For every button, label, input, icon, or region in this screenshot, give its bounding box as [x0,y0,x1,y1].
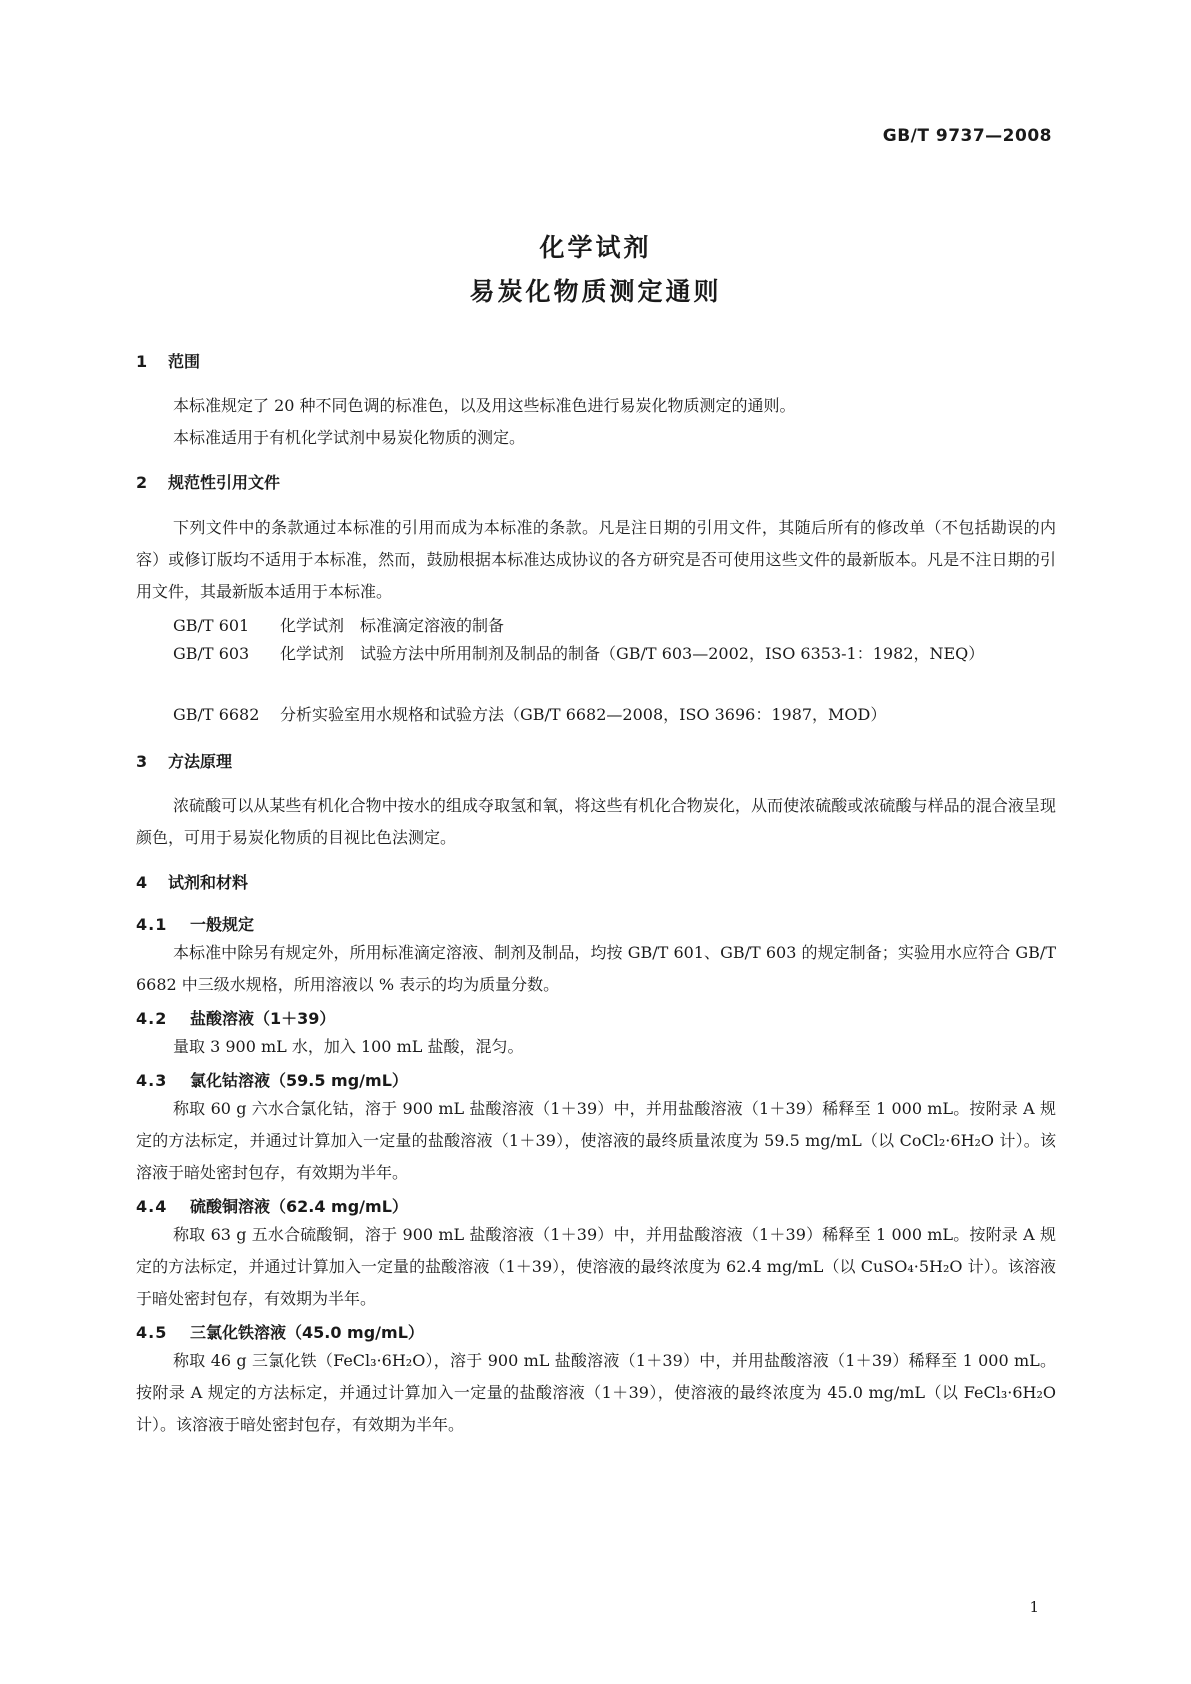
subsection-number: 4.2 [136,1009,168,1028]
section-title: 方法原理 [168,752,233,771]
section-2-para-1: 下列文件中的条款通过本标准的引用而成为本标准的条款。凡是注日期的引用文件，其随后所有的修改单（不包括勘误的内容）或修订版均不适用于本标准，然而，鼓励根据本标准达成协议的各方研究是否可使用这些文件的最新版本。凡是不注日期的引用文件，其最新版本适用于本标准。 [136,518,1056,601]
subsection-4-3-para: 称取 60 g 六水合氯化钴，溶于 900 mL 盐酸溶液（1＋39）中，并用盐酸溶液（1＋39）稀释至 1 000 mL。按附录 A 规定的方法标定，并通过计算加入一定量的盐酸溶液（1＋39），使溶液的最终质量浓度为 59.5 mg/mL（以 CoCl₂·6H₂O 计）。该溶液于暗处密封包存，有效期为半年。 [136,1099,1056,1182]
reference-code: GB/T 6682 [173,705,260,724]
section-3-para-1: 浓硫酸可以从某些有机化合物中按水的组成夺取氢和氧，将这些有机化合物炭化，从而使浓硫酸或浓硫酸与样品的混合液呈现颜色，可用于易炭化物质的目视比色法测定。 [136,796,1056,847]
reference-text: 分析实验室用水规格和试验方法（GB/T 6682—2008，ISO 3696：1987，MOD） [280,705,887,724]
reference-text: 化学试剂 标准滴定溶液的制备 [280,616,505,635]
subsection-number: 4.5 [136,1323,168,1342]
section-1-para-1: 本标准规定了 20 种不同色调的标准色，以及用这些标准色进行易炭化物质测定的通则。 [173,396,796,415]
section-number: 2 [136,473,148,492]
section-2-heading [136,470,280,493]
standard-code: GB/T 9737—2008 [882,126,1052,146]
subsection-4-1-heading [136,912,254,935]
section-number: 4 [136,873,148,892]
subsection-title: 三氯化铁溶液（45.0 mg/mL） [190,1323,424,1342]
subsection-title: 硫酸铜溶液（62.4 mg/mL） [190,1197,408,1216]
subsection-number: 4.4 [136,1197,168,1216]
subsection-number: 4.1 [136,915,168,934]
section-number: 3 [136,752,148,771]
reference-item [136,638,1056,670]
reference-item [173,702,886,725]
subsection-4-4-heading [136,1194,408,1217]
section-3-heading [136,749,232,772]
section-1-heading [136,349,200,372]
subsection-4-2-para: 量取 3 900 mL 水，加入 100 mL 盐酸，混匀。 [173,1037,524,1056]
section-title: 规范性引用文件 [168,473,281,492]
subsection-4-2-heading [136,1006,335,1029]
doc-title-line2: 易炭化物质测定通则 [469,277,722,306]
section-4-heading [136,870,248,893]
section-title: 试剂和材料 [168,873,249,892]
subsection-4-5-para: 称取 46 g 三氯化铁（FeCl₃·6H₂O），溶于 900 mL 盐酸溶液（1＋39）中，并用盐酸溶液（1＋39）稀释至 1 000 mL。按附录 A 规定的方法标定，并通过计算加入一定量的盐酸溶液（1＋39），使溶液的最终浓度为 45.0 mg/mL（以 FeCl₃·6H₂O 计）。该溶液于暗处密封包存，有效期为半年。 [136,1351,1056,1434]
subsection-4-1-para: 本标准中除另有规定外，所用标准滴定溶液、制剂及制品，均按 GB/T 601、GB/T 603 的规定制备；实验用水应符合 GB/T 6682 中三级水规格，所用溶液以 % 表示的均为质量分数。 [136,943,1056,994]
section-title: 范围 [168,352,201,371]
subsection-title: 氯化钴溶液（59.5 mg/mL） [190,1071,408,1090]
subsection-title: 盐酸溶液（1＋39） [190,1009,336,1028]
section-1-para-2: 本标准适用于有机化学试剂中易炭化物质的测定。 [173,428,526,447]
subsection-title: 一般规定 [190,915,255,934]
subsection-4-4-para: 称取 63 g 五水合硫酸铜，溶于 900 mL 盐酸溶液（1＋39）中，并用盐酸溶液（1＋39）稀释至 1 000 mL。按附录 A 规定的方法标定，并通过计算加入一定量的盐酸溶液（1＋39），使溶液的最终浓度为 62.4 mg/mL（以 CuSO₄·5H₂O 计）。该溶液于暗处密封包存，有效期为半年。 [136,1225,1056,1308]
page-number: 1 [1029,1598,1039,1616]
reference-code: GB/T 603 [173,644,250,663]
subsection-number: 4.3 [136,1071,168,1090]
reference-code: GB/T 601 [173,616,250,635]
doc-title-line1: 化学试剂 [539,233,652,262]
reference-item [173,613,504,636]
subsection-4-3-heading [136,1068,408,1091]
reference-text: 化学试剂 试验方法中所用制剂及制品的制备（GB/T 603—2002，ISO 6353-1：1982，NEQ） [280,644,985,663]
subsection-4-5-heading [136,1320,424,1343]
section-number: 1 [136,352,148,371]
